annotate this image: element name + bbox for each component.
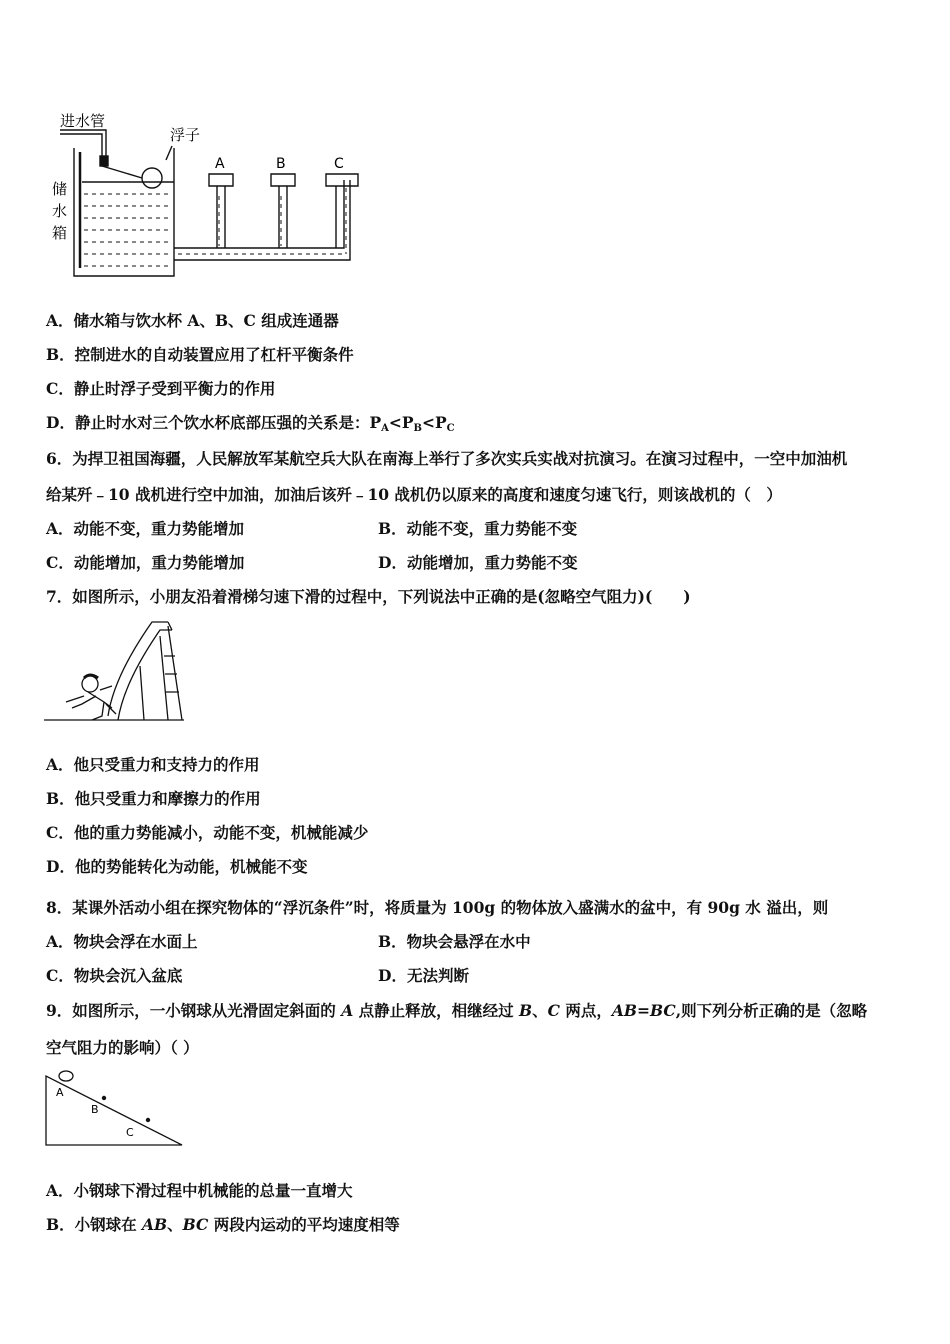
figure-water-tank	[44, 108, 364, 290]
incline-label-a: A	[56, 1086, 64, 1099]
less-than-1: <	[388, 413, 402, 432]
q7-option-b: B．他只受重力和摩擦力的作用	[46, 789, 261, 808]
label-tank-1: 储	[52, 180, 68, 198]
q9-option-b-suffix: 两段内运动的平均速度相等	[208, 1215, 400, 1234]
label-inlet-pipe: 进水管	[60, 112, 106, 130]
q9-option-b	[46, 1215, 400, 1235]
q8-option-b: B．物块会悬浮在水中	[378, 932, 531, 951]
q8-option-a: A．物块会浮在水面上	[46, 932, 198, 951]
label-cup-c: C	[334, 156, 344, 172]
q7-option-a: A．他只受重力和支持力的作用	[46, 755, 260, 774]
q6-option-b: B．动能不变，重力势能不变	[378, 519, 578, 538]
q6-option-a: A．动能不变，重力势能增加	[46, 519, 245, 538]
q9-stem-part-2: 点静止释放，相继经过	[353, 1001, 520, 1020]
q5-option-d	[46, 413, 455, 439]
q7-stem: 7．如图所示，小朋友沿着滑梯匀速下滑的过程中，下列说法中正确的是(忽略空气阻力)( )	[46, 587, 691, 606]
q9-segment-bc: BC	[182, 1215, 209, 1234]
q9-stem-part-3: 、	[532, 1001, 548, 1020]
pressure-sub-a: A	[381, 423, 389, 434]
q6-stem-line-2: 给某歼﹣10 战机进行空中加油，加油后该歼﹣10 战机仍以原来的高度和速度匀速飞行，则该战机的（ ）	[46, 485, 782, 504]
label-cup-a: A	[215, 156, 225, 172]
q9-stem-part-5: ,则下列分析正确的是（忽略	[675, 1001, 868, 1020]
q9-option-b-prefix: B．小钢球在	[46, 1215, 142, 1234]
incline-diagram	[44, 1064, 186, 1148]
q5-option-a: A．储水箱与饮水杯 A、B、C 组成连通器	[46, 311, 339, 330]
pressure-sub-c: C	[446, 423, 455, 434]
label-tank-3: 箱	[52, 224, 68, 242]
q9-stem-line-1	[46, 1001, 867, 1021]
pressure-symbol-a: P	[369, 413, 382, 432]
pressure-symbol-c: P	[434, 413, 447, 432]
q8-option-d: D．无法判断	[378, 966, 469, 985]
q5-option-b: B．控制进水的自动装置应用了杠杆平衡条件	[46, 345, 354, 364]
q6-option-d: D．动能增加，重力势能不变	[378, 553, 578, 572]
figure-incline	[44, 1064, 186, 1148]
water-tank-diagram	[44, 108, 364, 290]
incline-label-b: B	[91, 1103, 99, 1116]
q8-stem: 8．某课外活动小组在探究物体的“浮沉条件”时，将质量为 100g 的物体放入盛满水的盆中，有 90g 水 溢出，则	[46, 898, 829, 917]
label-float: 浮子	[170, 126, 201, 144]
slide-diagram	[44, 616, 186, 728]
q9-stem-line-2: 空气阻力的影响）（ ）	[46, 1038, 199, 1057]
q8-option-c: C．物块会沉入盆底	[46, 966, 183, 985]
q5-option-c: C．静止时浮子受到平衡力的作用	[46, 379, 276, 398]
figure-slide	[44, 616, 186, 728]
q9-equation: AB=BC	[611, 1001, 676, 1020]
q9-point-a: A	[341, 1001, 354, 1020]
pressure-symbol-b: P	[401, 413, 414, 432]
q7-option-d: D．他的势能转化为动能，机械能不变	[46, 857, 308, 876]
q9-stem-part-1: 9．如图所示，一小钢球从光滑固定斜面的	[46, 1001, 342, 1020]
q9-option-a: A．小钢球下滑过程中机械能的总量一直增大	[46, 1181, 353, 1200]
q7-option-c: C．他的重力势能减小，动能不变，机械能减少	[46, 823, 369, 842]
label-tank-2: 水	[52, 202, 68, 220]
q6-option-c: C．动能增加，重力势能增加	[46, 553, 245, 572]
q9-point-c: C	[547, 1001, 560, 1020]
q9-segment-ab: AB	[142, 1215, 168, 1234]
q9-point-b: B	[519, 1001, 533, 1020]
q5-option-d-text: D．静止时水对三个饮水杯底部压强的关系是：	[46, 413, 370, 432]
q6-stem-line-1: 6．为捍卫祖国海疆，人民解放军某航空兵大队在南海上举行了多次实兵实战对抗演习。在演习过程中，一空中加油机	[46, 449, 848, 468]
q9-stem-part-4: 两点，	[559, 1001, 612, 1020]
label-cup-b: B	[276, 156, 286, 172]
q9-option-b-sep: 、	[167, 1215, 183, 1234]
less-than-2: <	[421, 413, 435, 432]
pressure-sub-b: B	[413, 423, 422, 434]
incline-label-c: C	[126, 1126, 134, 1139]
